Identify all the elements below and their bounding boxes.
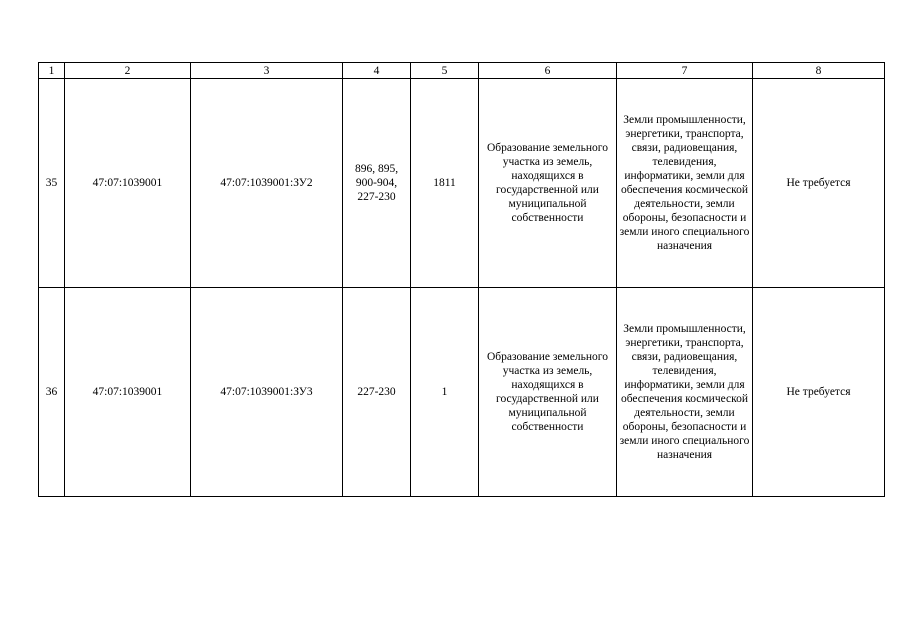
row-number-cell: 36 [39, 288, 65, 497]
plot-designation-cell: 47:07:1039001:ЗУ2 [191, 79, 343, 288]
column-header-5: 5 [411, 63, 479, 79]
boundary-points-cell [343, 79, 411, 288]
row-number-cell: 35 [39, 79, 65, 288]
column-header-3: 3 [191, 63, 343, 79]
table-row [39, 288, 885, 497]
table-header [39, 63, 885, 79]
formation-method-cell: Образование земельного участка из земель, находящихся в государственной или муниципальной собственности [479, 79, 617, 288]
land-category-cell: Земли промышленности, энергетики, транспорта, связи, радиовещания, телевидения, информатики, земли для обеспечения космической деятельности, земли обороны, безопасности и земли иного специального назначения [617, 79, 753, 288]
formation-method-cell: Образование земельного участка из земель, находящихся в государственной или муниципальной собственности [479, 288, 617, 497]
land-category-cell: Земли промышленности, энергетики, транспорта, связи, радиовещания, телевидения, информатики, земли для обеспечения космической деятельности, земли обороны, безопасности и земли иного специального назначения [617, 288, 753, 497]
boundary-points-text: 227-230 [357, 386, 396, 398]
column-header-8: 8 [753, 63, 885, 79]
header-row [39, 63, 885, 79]
area-cell: 1811 [411, 79, 479, 288]
column-header-6: 6 [479, 63, 617, 79]
plot-designation-cell: 47:07:1039001:ЗУ3 [191, 288, 343, 497]
column-header-2: 2 [65, 63, 191, 79]
land-plots-table [38, 62, 885, 497]
note-cell: Не требуется [753, 79, 885, 288]
boundary-points-text: 896, 895, 900-904, 227-230 [354, 163, 399, 203]
area-cell: 1 [411, 288, 479, 497]
boundary-points-cell [343, 288, 411, 497]
note-cell: Не требуется [753, 288, 885, 497]
table-body [39, 79, 885, 497]
column-header-1: 1 [39, 63, 65, 79]
cadastral-quarter-cell: 47:07:1039001 [65, 288, 191, 497]
column-header-4: 4 [343, 63, 411, 79]
table-row [39, 79, 885, 288]
cadastral-quarter-cell: 47:07:1039001 [65, 79, 191, 288]
column-header-7: 7 [617, 63, 753, 79]
